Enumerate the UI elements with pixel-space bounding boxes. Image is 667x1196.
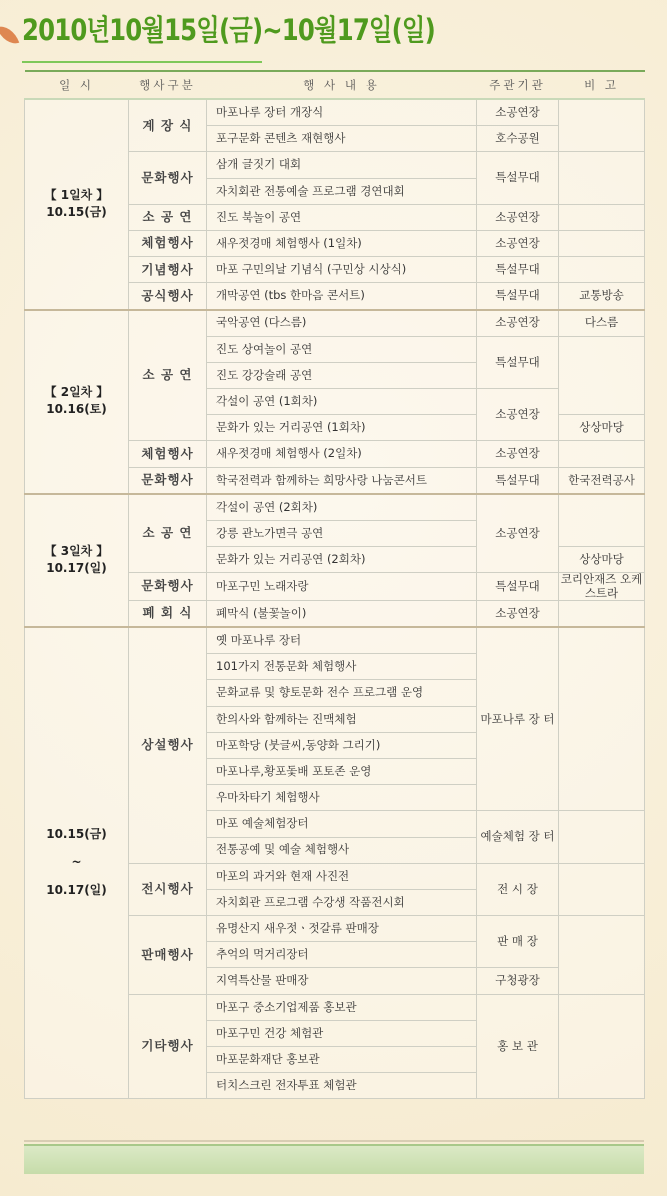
organizer-cell: 전 시 장 <box>477 863 559 915</box>
note-cell <box>559 627 645 811</box>
category-cell: 체험행사 <box>129 441 207 467</box>
header-date: 일 시 <box>25 71 129 99</box>
content-cell: 마포구민 노래자랑 <box>207 573 477 600</box>
category-cell: 소 공 연 <box>129 204 207 230</box>
note-cell: 코리안재즈 오케스트라 <box>559 573 645 600</box>
category-cell: 전시행사 <box>129 863 207 915</box>
organizer-cell: 특설무대 <box>477 336 559 388</box>
header-category: 행사구분 <box>129 71 207 99</box>
note-cell <box>559 441 645 467</box>
day-date: 10.16(토) <box>46 402 107 417</box>
category-cell: 계 장 식 <box>129 99 207 152</box>
content-cell: 개막공연 (tbs 한마음 콘서트) <box>207 283 477 310</box>
content-cell: 101가지 전통문화 체험행사 <box>207 654 477 680</box>
content-cell: 진도 북놀이 공연 <box>207 204 477 230</box>
note-cell: 교통방송 <box>559 283 645 310</box>
content-cell: 옛 마포나루 장터 <box>207 627 477 654</box>
content-cell: 폐막식 (불꽃놀이) <box>207 600 477 627</box>
organizer-cell: 특설무대 <box>477 573 559 600</box>
leaf-icon <box>0 22 19 48</box>
content-cell: 새우젓경매 체험행사 (2일차) <box>207 441 477 467</box>
day-cell <box>25 627 129 1099</box>
organizer-cell: 소공연장 <box>477 99 559 126</box>
content-cell: 각설이 공연 (2회차) <box>207 494 477 521</box>
content-cell: 마포구 중소기업제품 홍보관 <box>207 994 477 1020</box>
organizer-cell: 마포나루 장 터 <box>477 627 559 811</box>
title-area <box>0 0 667 70</box>
content-cell: 삼개 글짓기 대회 <box>207 152 477 178</box>
header-content: 행 사 내 용 <box>207 71 477 99</box>
content-cell: 진도 강강술래 공연 <box>207 362 477 388</box>
category-cell: 공식행사 <box>129 283 207 310</box>
content-cell: 문화교류 및 향토문화 전수 프로그램 운영 <box>207 680 477 706</box>
content-cell: 학국전력과 함께하는 희망사랑 나눔콘서트 <box>207 467 477 494</box>
content-cell: 국악공연 (다스름) <box>207 310 477 337</box>
content-cell: 문화가 있는 거리공연 (1회차) <box>207 415 477 441</box>
title-underline <box>22 61 262 63</box>
content-cell: 지역특산물 판매장 <box>207 968 477 994</box>
note-cell <box>559 230 645 256</box>
content-cell: 새우젓경매 체험행사 (1일차) <box>207 230 477 256</box>
content-cell: 마포의 과거와 현재 사진전 <box>207 863 477 889</box>
content-cell: 마포 예술체험장터 <box>207 811 477 837</box>
header-note: 비 고 <box>559 71 645 99</box>
day-date: 10.15(금) <box>46 204 107 219</box>
category-cell: 문화행사 <box>129 467 207 494</box>
note-cell: 한국전력공사 <box>559 467 645 494</box>
content-cell: 터치스크린 전자투표 체험관 <box>207 1073 477 1099</box>
content-cell: 한의사와 함께하는 진맥체험 <box>207 706 477 732</box>
day-label: 【 2일차 】 <box>44 385 109 400</box>
organizer-cell: 소공연장 <box>477 310 559 337</box>
category-cell: 기타행사 <box>129 994 207 1099</box>
note-cell <box>559 257 645 283</box>
day-cell <box>25 99 129 310</box>
category-cell: 문화행사 <box>129 152 207 204</box>
note-cell <box>559 336 645 415</box>
organizer-cell: 특설무대 <box>477 152 559 204</box>
organizer-cell: 홍 보 관 <box>477 994 559 1099</box>
content-cell: 진도 상여놀이 공연 <box>207 336 477 362</box>
note-cell <box>559 600 645 627</box>
content-cell: 마포구민 건강 체험관 <box>207 1020 477 1046</box>
organizer-cell: 특설무대 <box>477 257 559 283</box>
header-organizer: 주관기관 <box>477 71 559 99</box>
content-cell: 마포문화재단 홍보관 <box>207 1047 477 1073</box>
day-cell <box>25 494 129 627</box>
note-cell <box>559 152 645 204</box>
day-label: 【 1일차 】 <box>44 187 109 202</box>
organizer-cell: 소공연장 <box>477 389 559 441</box>
day-tilde: ~ <box>71 855 82 870</box>
table-row <box>25 627 645 654</box>
note-cell: 다스름 <box>559 310 645 337</box>
content-cell: 문화가 있는 거리공연 (2회차) <box>207 547 477 573</box>
content-cell: 마포나루,황포돛배 포토존 운영 <box>207 758 477 784</box>
content-cell: 마포나루 장터 개장식 <box>207 99 477 126</box>
organizer-cell: 소공연장 <box>477 441 559 467</box>
organizer-cell: 예술체험 장 터 <box>477 811 559 863</box>
table-row <box>25 310 645 337</box>
category-cell: 폐 회 식 <box>129 600 207 627</box>
note-cell <box>559 811 645 863</box>
note-cell: 상상마당 <box>559 415 645 441</box>
organizer-cell: 특설무대 <box>477 467 559 494</box>
note-cell <box>559 494 645 547</box>
table-header-row <box>25 71 645 99</box>
organizer-cell: 구청광장 <box>477 968 559 994</box>
table-row <box>25 99 645 126</box>
day-label: 【 3일차 】 <box>44 544 109 559</box>
day-date: 10.17(일) <box>46 883 107 898</box>
organizer-cell: 소공연장 <box>477 230 559 256</box>
organizer-cell: 소공연장 <box>477 204 559 230</box>
content-cell: 포구문화 콘텐츠 재현행사 <box>207 126 477 152</box>
content-cell: 마포 구민의날 기념식 (구민상 시상식) <box>207 257 477 283</box>
content-cell: 자치회관 프로그램 수강생 작품전시회 <box>207 889 477 915</box>
page-title: 2010년10월15일(금)~10월17일(일) <box>22 13 435 47</box>
note-cell <box>559 204 645 230</box>
content-cell: 강릉 관노가면극 공연 <box>207 521 477 547</box>
note-cell <box>559 863 645 915</box>
day-date: 10.17(일) <box>46 560 107 575</box>
content-cell: 추억의 먹거리장터 <box>207 942 477 968</box>
content-cell: 자치회관 전통예술 프로그램 경연대회 <box>207 178 477 204</box>
footer-band <box>24 1144 644 1174</box>
category-cell: 체험행사 <box>129 230 207 256</box>
content-cell: 마포학당 (붓글씨,동양화 그리기) <box>207 732 477 758</box>
schedule-table <box>24 70 645 1099</box>
category-cell: 상설행사 <box>129 627 207 863</box>
organizer-cell: 소공연장 <box>477 600 559 627</box>
organizer-cell: 판 매 장 <box>477 916 559 968</box>
category-cell: 문화행사 <box>129 573 207 600</box>
organizer-cell: 소공연장 <box>477 494 559 573</box>
category-cell: 판매행사 <box>129 916 207 995</box>
content-cell: 우마차타기 체험행사 <box>207 785 477 811</box>
note-cell: 상상마당 <box>559 547 645 573</box>
organizer-cell: 특설무대 <box>477 283 559 310</box>
note-cell <box>559 916 645 995</box>
category-cell: 소 공 연 <box>129 310 207 441</box>
table-row <box>25 494 645 521</box>
organizer-cell: 호수공원 <box>477 126 559 152</box>
day-label: 10.15(금) <box>46 827 107 842</box>
content-cell: 전통공예 및 예술 체험행사 <box>207 837 477 863</box>
note-cell <box>559 99 645 152</box>
content-cell: 유명산지 새우젓ㆍ젓갈류 판매장 <box>207 916 477 942</box>
day-cell <box>25 310 129 494</box>
note-cell <box>559 994 645 1099</box>
category-cell: 기념행사 <box>129 257 207 283</box>
content-cell: 각설이 공연 (1회차) <box>207 389 477 415</box>
category-cell: 소 공 연 <box>129 494 207 573</box>
